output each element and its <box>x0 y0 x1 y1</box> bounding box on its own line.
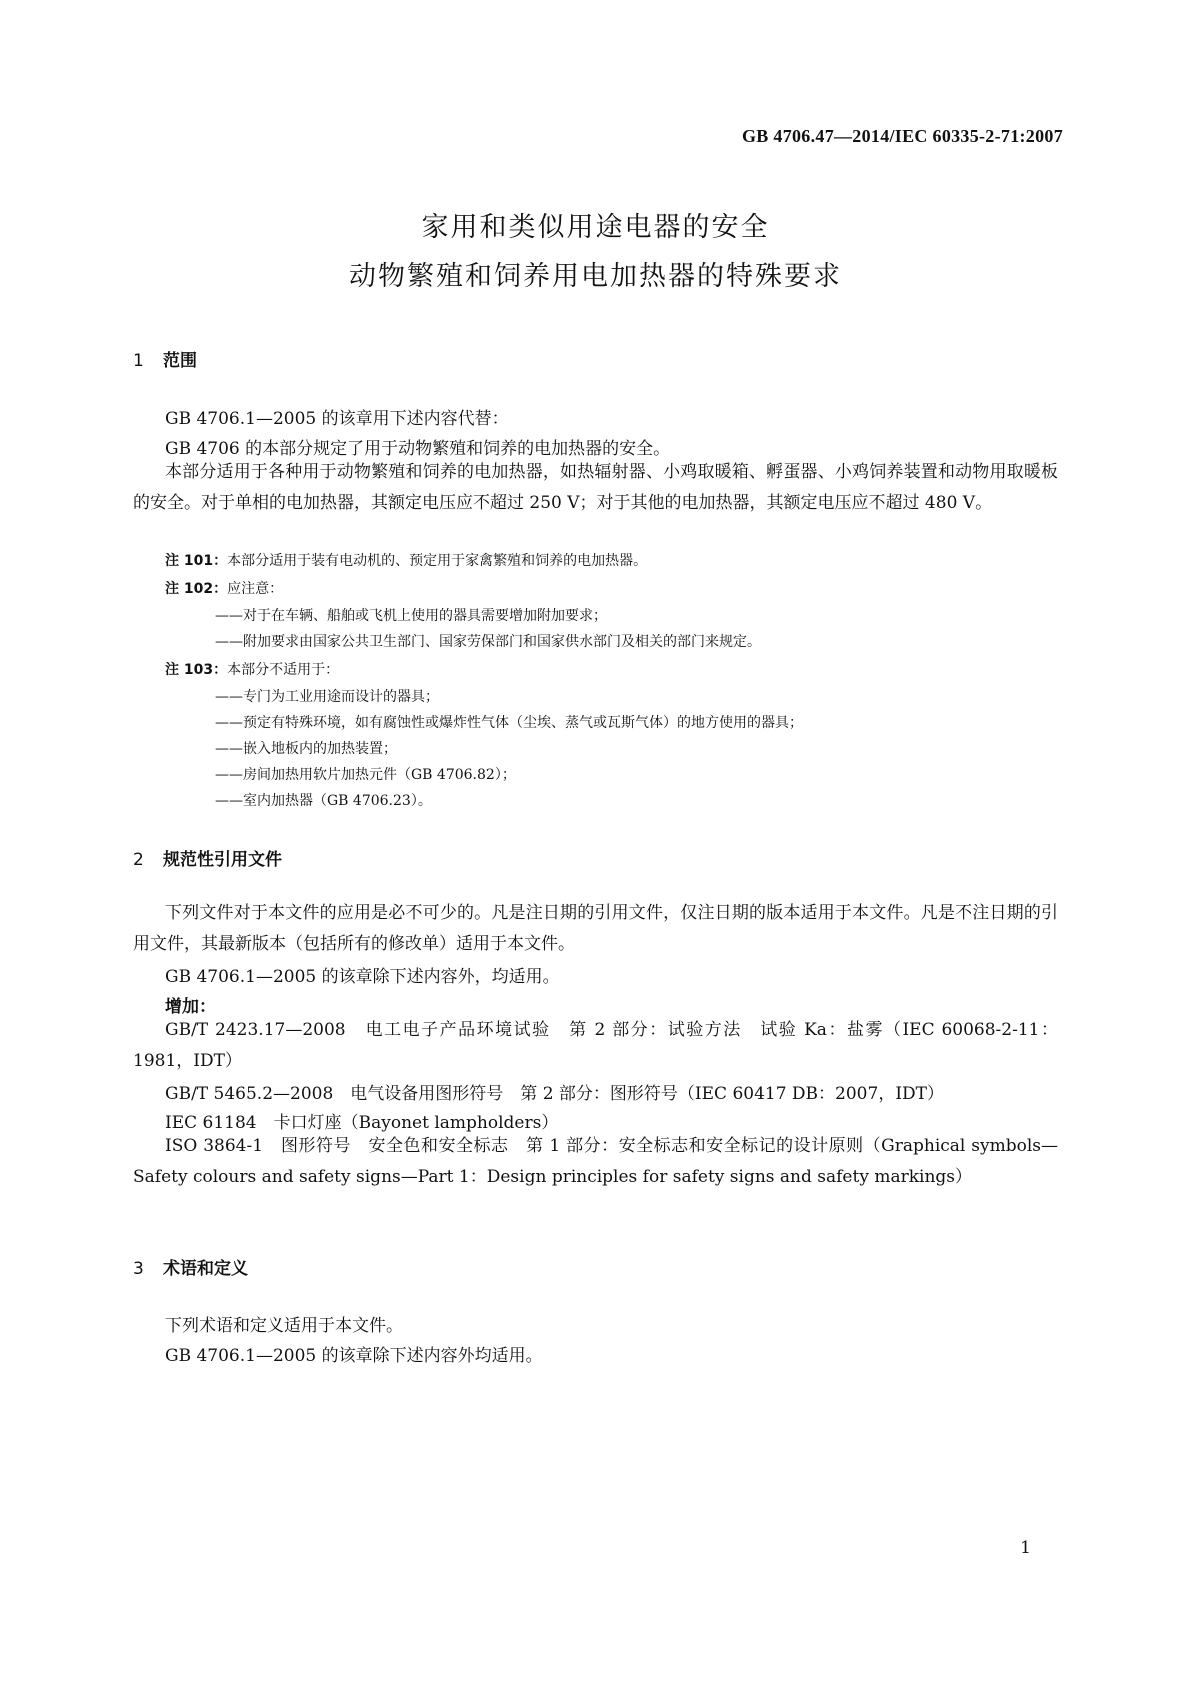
list-item: ——附加要求由国家公共卫生部门、国家劳保部门和国家供水部门及相关的部门来规定。 <box>215 634 761 650</box>
section-number: 2 <box>133 850 144 870</box>
paragraph: 下列文件对于本文件的应用是必不可少的。凡是注日期的引用文件，仅注日期的版本适用于本文件。凡是不注日期的引用文件，其最新版本（包括所有的修改单）适用于本文件。 <box>133 903 1058 954</box>
paragraph: 本部分适用于各种用于动物繁殖和饲养的电加热器，如热辐射器、小鸡取暖箱、孵蛋器、小鸡饲养装置和动物用取暖板的安全。对于单相的电加热器，其额定电压应不超过 250 V；对于其他的电加热器，其额定电压应不超过 480 V。 <box>133 462 1058 513</box>
section-1-heading <box>133 346 197 371</box>
reference-item: GB/T 5465.2—2008 电气设备用图形符号 第 2 部分：图形符号（IEC 60417 DB：2007，IDT） <box>165 1084 945 1104</box>
section-number: 3 <box>133 1259 144 1279</box>
paragraph: GB 4706.1—2005 的该章除下述内容外均适用。 <box>165 1346 543 1366</box>
section-number: 1 <box>133 351 144 371</box>
reference-item: ISO 3864-1 图形符号 安全色和安全标志 第 1 部分：安全标志和安全标记的设计原则（Graphical symbols—Safety colours and safety signs—Part 1：Design principles for safety signs and safety markings） <box>133 1136 1058 1187</box>
paragraph: GB 4706 的本部分规定了用于动物繁殖和饲养的电加热器的安全。 <box>165 439 671 459</box>
paragraph: GB 4706.1—2005 的该章用下述内容代替： <box>165 409 509 429</box>
note-text: 应注意： <box>227 581 284 597</box>
section-3-heading <box>133 1254 248 1279</box>
paragraph: 下列术语和定义适用于本文件。 <box>165 1316 403 1336</box>
list-item: ——对于在车辆、船舶或飞机上使用的器具需要增加附加要求； <box>215 608 607 624</box>
list-item: ——室内加热器（GB 4706.23）。 <box>215 793 432 809</box>
reference-item: IEC 61184 卡口灯座（Bayonet lampholders） <box>165 1113 559 1133</box>
paragraph: GB 4706.1—2005 的该章除下述内容外，均适用。 <box>165 967 560 987</box>
note-label: 注 101： <box>165 553 228 569</box>
list-item: ——预定有特殊环境，如有腐蚀性或爆炸性气体（尘埃、蒸气或瓦斯气体）的地方使用的器具； <box>215 715 803 731</box>
document-title-line-1: 家用和类似用途电器的安全 <box>421 212 770 243</box>
note-101 <box>165 550 647 570</box>
section-title: 范围 <box>163 351 197 371</box>
list-item: ——专门为工业用途而设计的器具； <box>215 689 439 705</box>
document-title-line-2: 动物繁殖和饲养用电加热器的特殊要求 <box>349 261 842 292</box>
note-102 <box>165 578 283 598</box>
list-item: ——嵌入地板内的加热装置； <box>215 741 397 757</box>
note-label: 注 103： <box>165 662 228 678</box>
note-text: 本部分不适用于： <box>227 662 340 678</box>
note-103 <box>165 659 339 679</box>
addition-label: 增加： <box>165 997 216 1017</box>
note-text: 本部分适用于装有电动机的、预定用于家禽繁殖和饲养的电加热器。 <box>227 553 648 569</box>
note-label: 注 102： <box>165 581 228 597</box>
section-2-heading <box>133 845 282 870</box>
page-number: 1 <box>1020 1538 1031 1558</box>
standard-code: GB 4706.47—2014/IEC 60335-2-71:2007 <box>742 126 1063 146</box>
section-title: 规范性引用文件 <box>163 850 282 870</box>
section-title: 术语和定义 <box>163 1259 248 1279</box>
list-item: ——房间加热用软片加热元件（GB 4706.82）； <box>215 767 516 783</box>
reference-item: GB/T 2423.17—2008 电工电子产品环境试验 第 2 部分：试验方法 试验 Ka：盐雾（IEC 60068-2-11：1981，IDT） <box>133 1020 1058 1071</box>
